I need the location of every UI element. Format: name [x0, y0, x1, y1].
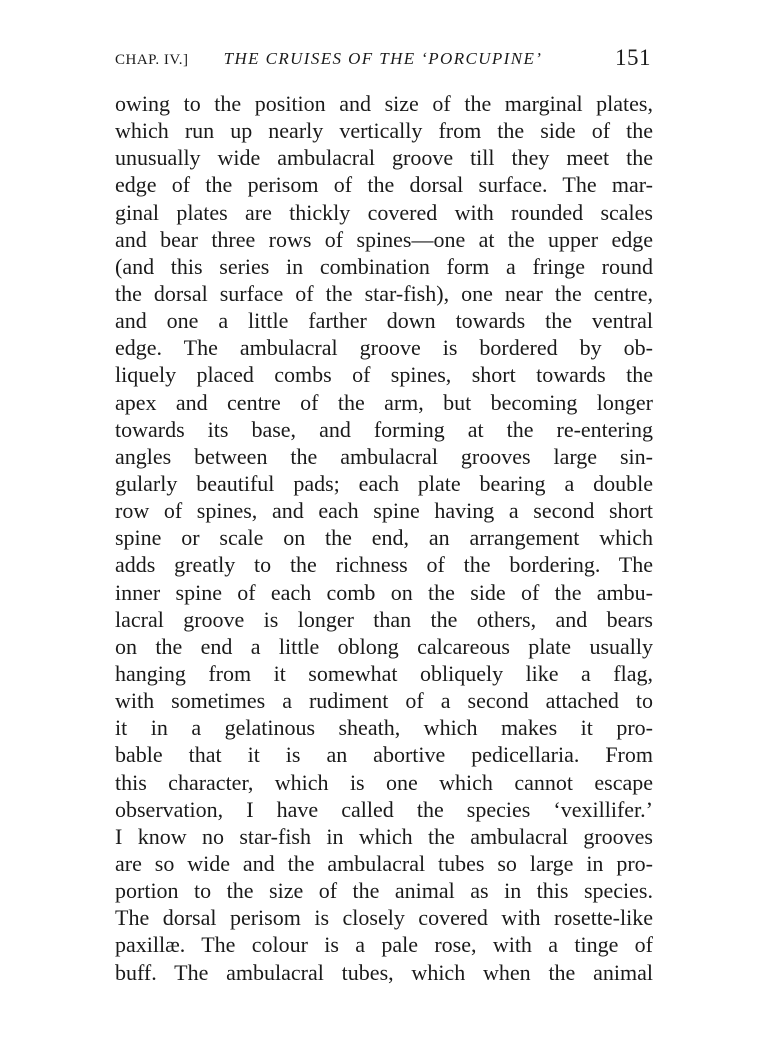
text-line: and bear three rows of spines—one at the upper edge [115, 226, 653, 252]
text-line: observation, I have called the species ‘vexillifer.’ [115, 796, 653, 822]
text-line: inner spine of each comb on the side of the ambu- [115, 579, 653, 605]
text-line: the dorsal surface of the star-fish), one near the centre, [115, 280, 653, 306]
text-line: (and this series in combination form a fringe round [115, 253, 653, 279]
running-title: THE CRUISES OF THE ‘PORCUPINE’ [223, 49, 543, 68]
text-line: spine or scale on the end, an arrangement which [115, 525, 653, 551]
text-line: paxillæ. The colour is a pale rose, with a tinge of [115, 932, 653, 958]
text-line: are so wide and the ambulacral tubes so large in pro- [115, 850, 653, 876]
text-line: lacral groove is longer than the others, and bears [115, 606, 653, 632]
text-line: bable that it is an abortive pedicellaria. From [115, 742, 653, 768]
text-line: and one a little farther down towards the ventral [115, 308, 653, 334]
text-line: ginal plates are thickly covered with rounded scales [115, 199, 653, 225]
text-line: it in a gelatinous sheath, which makes it pro- [115, 715, 653, 741]
text-line: angles between the ambulacral grooves large sin- [115, 443, 653, 469]
text-line: buff. The ambulacral tubes, which when the animal [115, 959, 653, 985]
text-line: edge. The ambulacral groove is bordered by ob- [115, 335, 653, 361]
text-line: I know no star-fish in which the ambulacral grooves [115, 823, 653, 849]
text-line: with sometimes a rudiment of a second attached to [115, 688, 653, 714]
text-line: owing to the position and size of the marginal plates, [115, 91, 653, 116]
text-line: The dorsal perisom is closely covered with rosette-like [115, 905, 653, 931]
text-line: adds greatly to the richness of the bordering. The [115, 552, 653, 578]
page-number: 151 [615, 45, 651, 70]
text-line: towards its base, and forming at the re-entering [115, 416, 653, 442]
text-line: gularly beautiful pads; each plate bearing a double [115, 470, 653, 496]
text-line: on the end a little oblong calcareous plate usually [115, 633, 653, 659]
text-line: edge of the perisom of the dorsal surface. The mar- [115, 172, 653, 198]
text-line: hanging from it somewhat obliquely like a flag, [115, 660, 653, 686]
text-line: which run up nearly vertically from the side of the [115, 118, 653, 144]
text-line: row of spines, and each spine having a second short [115, 498, 653, 524]
text-line: apex and centre of the arm, but becoming longer [115, 389, 653, 415]
text-line: portion to the size of the animal as in this species. [115, 878, 653, 904]
text-line: unusually wide ambulacral groove till they meet the [115, 145, 653, 171]
running-head [115, 44, 651, 78]
text-line: liquely placed combs of spines, short towards the [115, 362, 653, 388]
chapter-reference: CHAP. IV.] [115, 52, 189, 68]
text-line: this character, which is one which cannot escape [115, 769, 653, 795]
body-text [115, 90, 653, 986]
